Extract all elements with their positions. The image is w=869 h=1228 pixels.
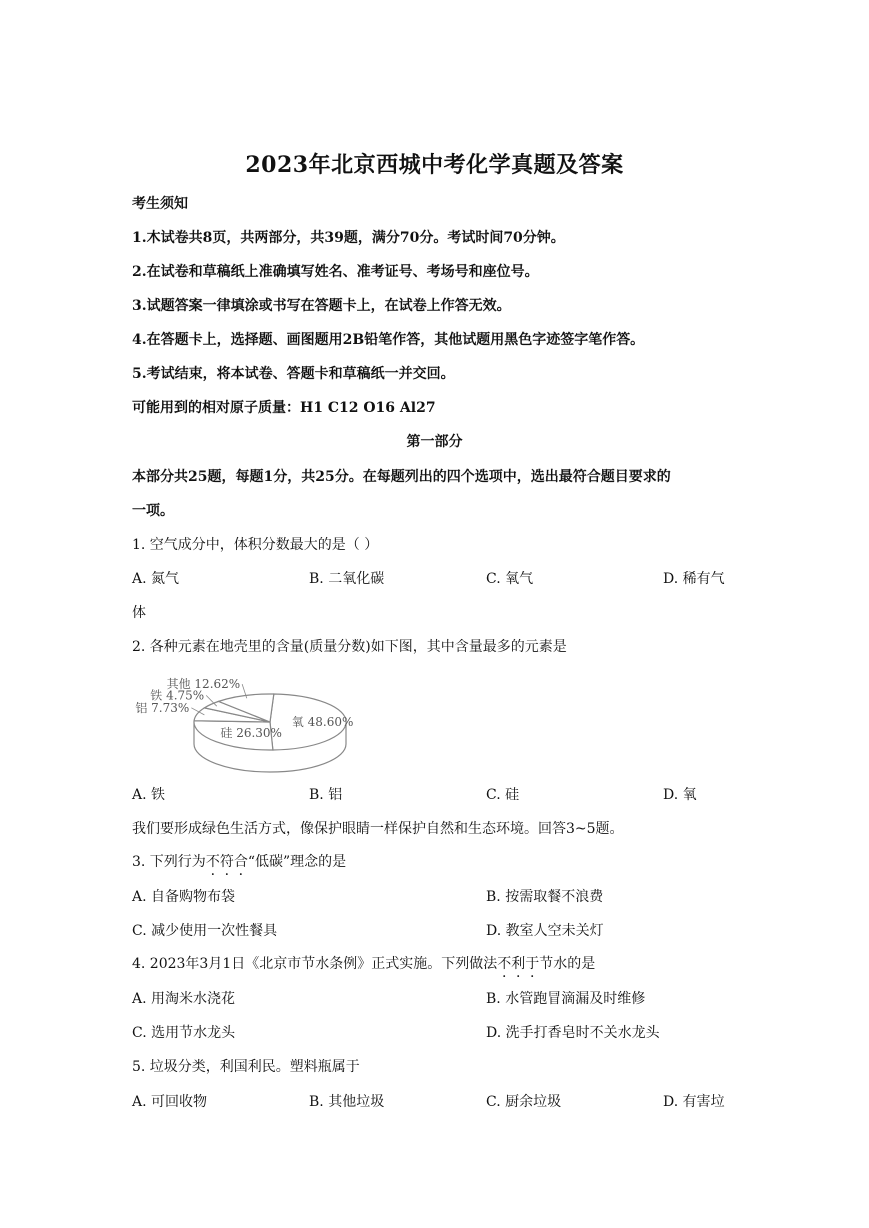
context-text: 我们要形成绿色生活方式，像保护眼睛一样保护自然和生态环境。回答3~5题。 <box>132 821 624 837</box>
notice-item: 3.试题答案一律填涂或书写在答题卡上，在试卷上作答无效。 <box>132 298 511 314</box>
option-b: B. 其他垃圾 <box>309 1094 385 1110</box>
option-d: D. 教室人空未关灯 <box>486 923 604 939</box>
emphasis-char: 于 <box>525 956 540 972</box>
notice-item: 5.考试结束，将本试卷、答题卡和草稿纸一并交回。 <box>132 366 455 382</box>
emphasis-char: 不 <box>205 854 220 870</box>
question-3-options <box>132 920 742 940</box>
option-a: A. 可回收物 <box>132 1094 208 1110</box>
part-intro-cont: 一项。 <box>132 503 174 519</box>
emphasis-char: 合 <box>233 854 248 870</box>
option-b: B. 铝 <box>309 787 343 803</box>
question-4-stem <box>132 953 595 973</box>
page-title: 2023年北京西城中考化学真题及答案 <box>245 152 624 178</box>
pie-label: 氧 48.60% <box>291 715 354 730</box>
notice-item: 1.木试卷共8页，共两部分，共39题，满分70分。考试时间70分钟。 <box>132 230 565 246</box>
option-a: A. 铁 <box>132 787 166 803</box>
option-c: C. 厨余垃圾 <box>486 1094 562 1110</box>
question-2-stem: 2. 各种元素在地壳里的含量(质量分数)如下图，其中含量最多的元素是 <box>132 639 567 655</box>
question-5-stem: 5. 垃圾分类，利国利民。塑料瓶属于 <box>132 1059 360 1075</box>
option-d: D. 氧 <box>663 787 697 803</box>
stem-text: “低碳”理念的是 <box>247 854 347 870</box>
option-a: A. 用淘米水浇花 <box>132 991 236 1007</box>
question-3-options <box>132 886 742 906</box>
stem-text: 3. 下列行为 <box>132 854 206 870</box>
option-d: D. 洗手打香皂时不关水龙头 <box>486 1025 660 1041</box>
question-2-options <box>132 784 742 804</box>
option-d-wrap: 体 <box>132 605 146 621</box>
option-b: B. 水管跑冒滴漏及时维修 <box>486 991 646 1007</box>
option-b: B. 按需取餐不浪费 <box>486 889 604 905</box>
option-a: A. 氮气 <box>132 571 180 587</box>
option-c: C. 选用节水龙头 <box>132 1025 236 1041</box>
question-1-options <box>132 568 742 588</box>
option-a: A. 自备购物布袋 <box>132 889 236 905</box>
pie-label: 铁 4.75% <box>150 688 205 703</box>
question-4-options <box>132 988 742 1008</box>
notice-item: 4.在答题卡上，选择题、画图题用2B铅笔作答，其他试题用黑色字迹签字笔作答。 <box>132 332 645 348</box>
atomic-mass-line: 可能用到的相对原子质量：H1 C12 O16 Al27 <box>132 400 436 416</box>
emphasis-char: 不 <box>497 956 512 972</box>
pie-label: 铝 7.73% <box>135 700 190 715</box>
notice-item: 2.在试卷和草稿纸上准确填写姓名、准考证号、考场号和座位号。 <box>132 264 539 280</box>
question-3-stem <box>132 851 346 871</box>
option-d: D. 有害垃 <box>663 1094 725 1110</box>
question-5-options <box>132 1091 742 1111</box>
option-c: C. 硅 <box>486 787 520 803</box>
emphasis-char: 利 <box>511 956 526 972</box>
pie-label: 其他 12.62% <box>166 677 241 692</box>
stem-text: 4. 2023年3月1日《北京市节水条例》正式实施。下列做法 <box>132 956 498 972</box>
emphasis-char: 符 <box>219 854 234 870</box>
stem-text: 节水的是 <box>539 956 596 972</box>
option-c: C. 氧气 <box>486 571 534 587</box>
option-c: C. 减少使用一次性餐具 <box>132 923 278 939</box>
notice-heading: 考生须知 <box>132 196 188 212</box>
part-intro: 本部分共25题，每题1分，共25分。在每题列出的四个选项中，选出最符合题目要求的 <box>132 469 671 485</box>
pie-label: 硅 26.30% <box>220 725 282 740</box>
question-4-options <box>132 1022 742 1042</box>
crust-element-pie-chart <box>134 664 374 784</box>
part-heading: 第一部分 <box>406 434 463 450</box>
option-b: B. 二氧化碳 <box>309 571 385 587</box>
question-1-stem: 1. 空气成分中，体积分数最大的是（ ） <box>132 537 379 553</box>
option-d: D. 稀有气 <box>663 571 725 587</box>
